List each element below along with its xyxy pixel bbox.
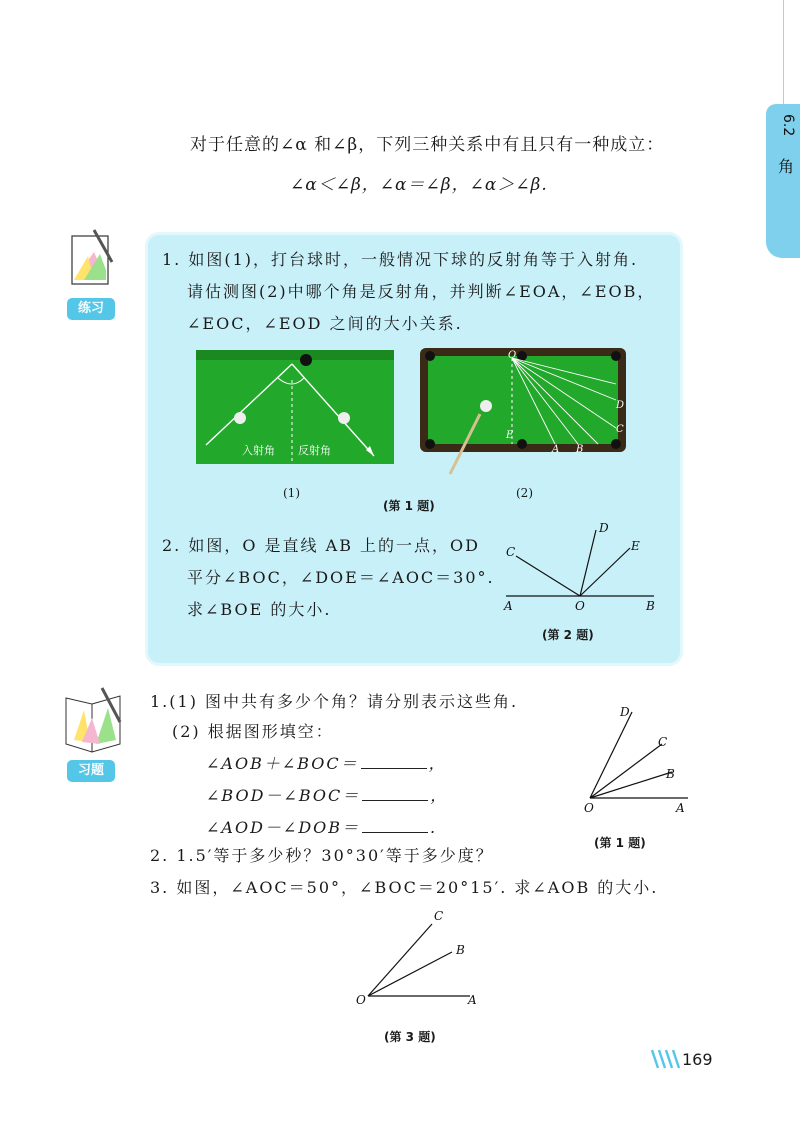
q2-label-o: O (575, 599, 585, 613)
fill-blank-1[interactable] (361, 767, 427, 769)
exercise-q1-line2: (2) 根据图形填空： (172, 722, 334, 741)
practice-q2-line1: 2. 如图，O 是直线 AB 上的一点，OD (162, 536, 480, 555)
ex1-label-b: B (666, 767, 675, 781)
ex3-label-b: B (456, 943, 465, 957)
fig2-label-o: O (508, 350, 517, 361)
fill-expr-2: ∠BOD－∠BOC＝ (206, 786, 361, 805)
q2-label-e: E (631, 539, 640, 553)
exercise-q2: 2. 1.5′等于多少秒？30°30′等于多少度？ (150, 846, 494, 865)
practice-q1-line1: 1. 如图(1)，打台球时，一般情况下球的反射角等于入射角. (162, 250, 639, 269)
fill-row-2 (206, 780, 448, 812)
exercise-q3-caption: (第 3 题) (384, 1030, 436, 1044)
q2-label-c: C (506, 545, 516, 559)
practice-q2-line3: 求∠BOE 的大小. (187, 600, 332, 619)
exercise-q1-line1: 1.(1) 图中共有多少个角？请分别表示这些角. (150, 692, 519, 711)
fill-expr-3: ∠AOD－∠DOB＝ (206, 818, 361, 837)
exercise-q1-caption: (第 1 题) (594, 836, 646, 850)
fig2-label-c: C (616, 424, 624, 435)
practice-q2-figure (500, 518, 660, 614)
fill-blank-3[interactable] (362, 831, 428, 833)
q2-label-a: A (504, 599, 513, 613)
fig2-label-a: A (552, 444, 560, 455)
ex3-label-o: O (356, 993, 366, 1007)
fill-end-2: ， (430, 786, 449, 805)
ex3-label-a: A (468, 993, 477, 1007)
incidence-angle-label: 入射角 (242, 444, 275, 457)
section-number: 6.2 (780, 114, 796, 137)
section-title: 角 (778, 157, 795, 176)
intro-line-1: 对于任意的∠α 和∠β，下列三种关系中有且只有一种成立： (190, 135, 665, 155)
reflection-angle-label: 反射角 (298, 444, 331, 457)
fill-row-1 (206, 748, 447, 780)
ex1-label-d: D (620, 705, 630, 719)
exercise-q3: 3. 如图，∠AOC＝50°，∠BOC＝20°15′. 求∠AOB 的大小. (150, 878, 659, 897)
practice-q1-caption: (第 1 题) (383, 499, 435, 513)
ex3-label-c: C (434, 909, 444, 923)
practice-q1-line3: ∠EOC，∠EOD 之间的大小关系. (187, 314, 463, 333)
q2-label-d: D (599, 521, 609, 535)
exercise-q1-figure (580, 700, 696, 816)
practice-badge: 练习 (67, 298, 115, 320)
fill-end-3: . (430, 818, 438, 837)
fig1-caption: (1) (283, 486, 300, 500)
fill-blank-2[interactable] (362, 799, 428, 801)
fig2-caption: (2) (516, 486, 533, 500)
billiard-figure-2 (420, 348, 630, 478)
ex1-label-o: O (584, 801, 594, 815)
page-stripes-icon (650, 1048, 680, 1070)
fig2-label-e: E (506, 430, 514, 441)
ex1-label-a: A (676, 801, 685, 815)
page-number: 169 (682, 1050, 713, 1069)
section-tab (766, 104, 800, 258)
fill-end-1: ， (428, 754, 447, 773)
fig2-label-d: D (616, 400, 625, 411)
q2-label-b: B (646, 599, 655, 613)
exercise-badge: 习题 (67, 760, 115, 782)
billiard-figure-1 (196, 350, 394, 464)
ex1-label-c: C (658, 735, 668, 749)
fill-expr-1: ∠AOB＋∠BOC＝ (206, 754, 359, 773)
fig2-label-b: B (576, 444, 584, 455)
practice-q1-line2: 请估测图(2)中哪个角是反射角，并判断∠EOA，∠EOB， (187, 282, 656, 301)
exercise-book-icon (62, 682, 126, 758)
intro-line-2: ∠α＜∠β，∠α＝∠β，∠α＞∠β. (290, 175, 548, 195)
margin-line (783, 0, 784, 104)
exercise-q3-figure (352, 906, 482, 1010)
practice-icon (64, 226, 120, 298)
practice-q2-caption: (第 2 题) (542, 628, 594, 642)
practice-q2-line2: 平分∠BOC，∠DOE＝∠AOC＝30°. (187, 568, 495, 587)
